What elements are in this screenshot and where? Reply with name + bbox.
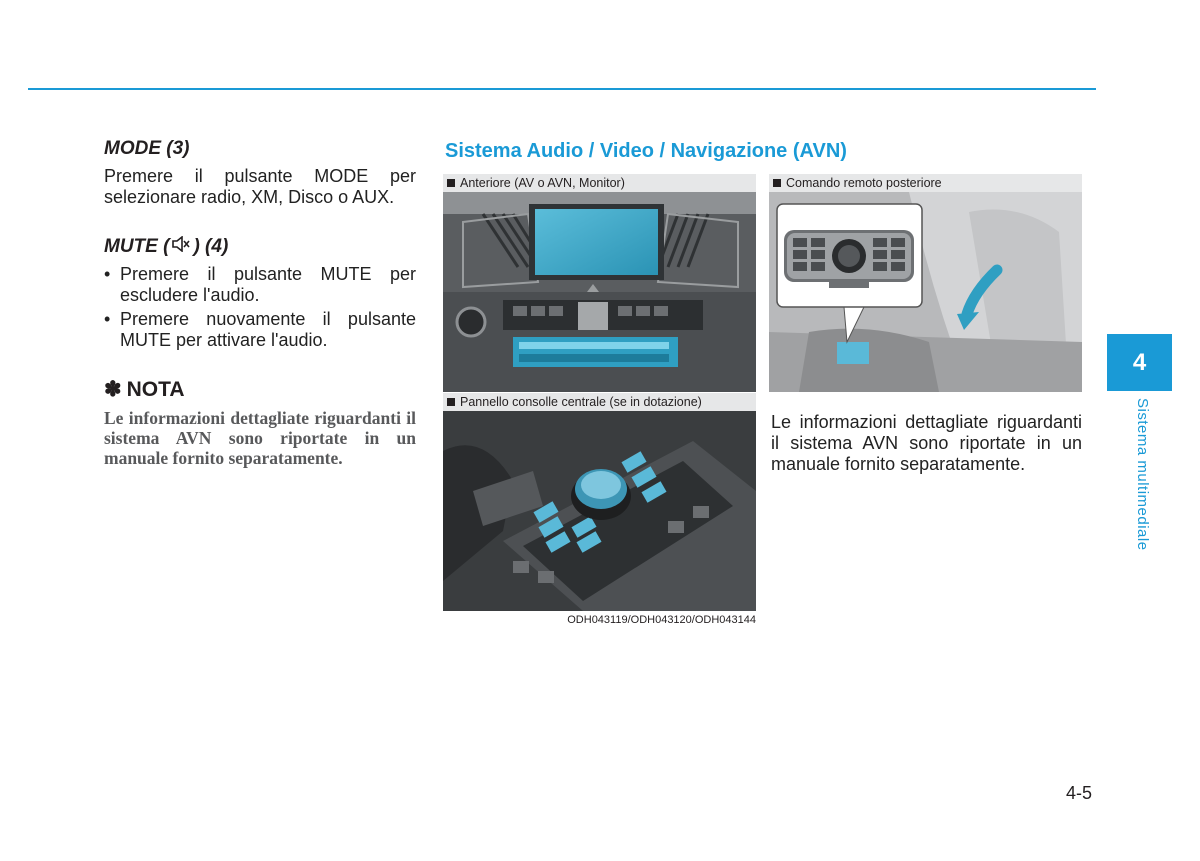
mode-description: Premere il pulsante MODE per selezionare radio, XM, Disco o AUX. (104, 166, 416, 207)
square-bullet-icon (447, 398, 455, 406)
mute-heading-end: ) (4) (193, 236, 229, 257)
caption-rear-text: Comando remoto posteriore (786, 176, 942, 190)
center-console-photo (443, 411, 756, 611)
mute-bullet-list (104, 264, 416, 354)
nota-heading (104, 377, 185, 402)
rear-remote-photo (769, 192, 1082, 392)
mode-heading: MODE (3) (104, 138, 190, 159)
caption-front (443, 174, 756, 192)
asterisk-icon: ✽ (104, 378, 122, 401)
top-rule (28, 88, 1096, 90)
caption-console (443, 393, 756, 411)
caption-rear (769, 174, 1082, 192)
mute-heading-start: MUTE ( (104, 236, 170, 257)
list-item: • Premere nuovamente il pulsante MUTE per attivare l'audio. (104, 309, 416, 351)
image-codes: ODH043119/ODH043120/ODH043144 (567, 614, 756, 626)
mute-speaker-icon (172, 236, 190, 258)
page-number: 4-5 (1066, 783, 1093, 803)
square-bullet-icon (447, 179, 455, 187)
square-bullet-icon (773, 179, 781, 187)
nota-heading-label: NOTA (126, 377, 185, 401)
right-description: Le informazioni dettagliate riguardanti il sistema AVN sono riportate in un manuale fornito separatamente. (771, 412, 1082, 474)
chapter-tab: 4 (1107, 334, 1172, 391)
list-item: • Premere il pulsante MUTE per escludere l'audio. (104, 264, 416, 306)
caption-front-text: Anteriore (AV o AVN, Monitor) (460, 176, 625, 190)
caption-console-text: Pannello consolle centrale (se in dotazione) (460, 395, 702, 409)
front-dashboard-photo (443, 192, 756, 392)
section-title: Sistema Audio / Video / Navigazione (AVN) (445, 140, 847, 162)
nota-text: Le informazioni dettagliate riguardanti il sistema AVN sono riportate in un manuale fornito separatamente. (104, 408, 416, 468)
chapter-label: Sistema multimediale (1134, 398, 1151, 551)
mute-heading (104, 236, 228, 258)
